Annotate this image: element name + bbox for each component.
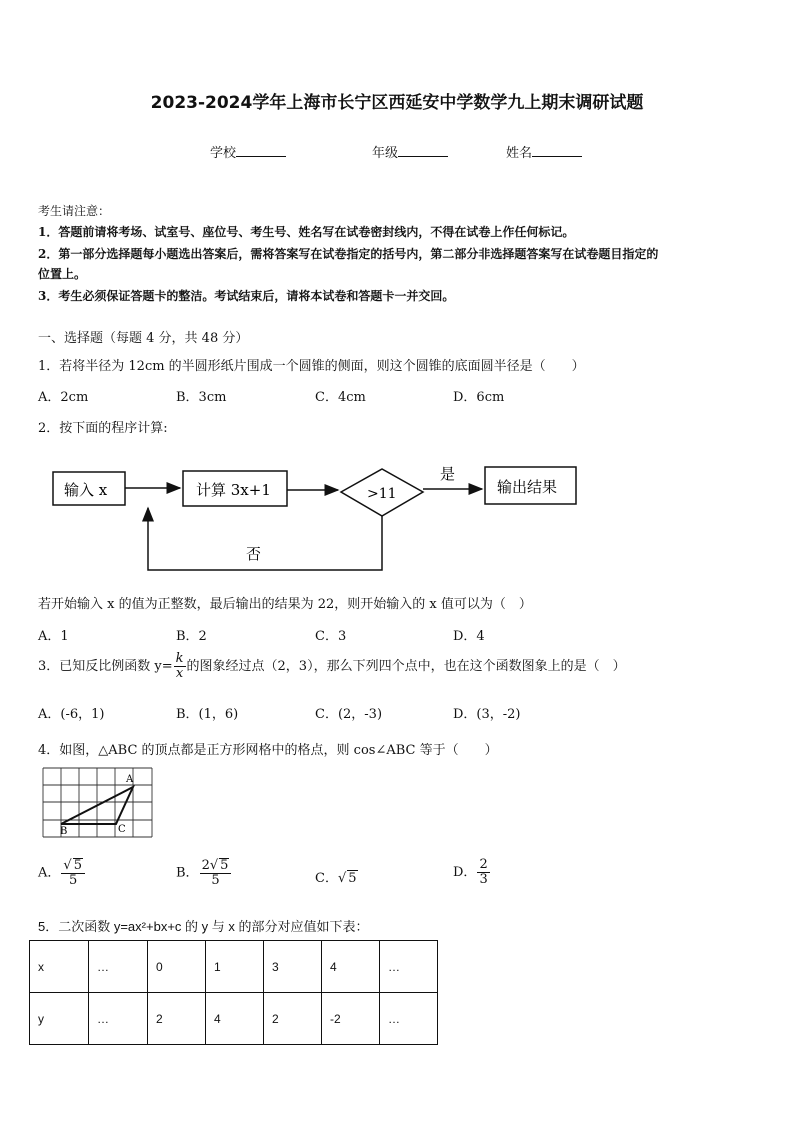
q4-option-d-den: 3: [479, 872, 488, 887]
grade-label: 年级: [372, 146, 399, 161]
table-cell: 4: [322, 941, 380, 993]
q5-value-table: [29, 940, 438, 1045]
notice-item: 2．第一部分选择题每小题选出答案后，需将答案写在试卷指定的括号内，第二部分非选择题答案写在试卷题目指定的: [38, 247, 659, 261]
flow-output-label: 输出结果: [497, 478, 558, 496]
notice-item: 1．答题前请将考场、试室号、座位号、考生号、姓名写在试卷密封线内，不得在试卷上作任何标记。: [38, 225, 575, 239]
q1-option-d[interactable]: D．6cm: [453, 390, 505, 405]
table-cell: -2: [322, 993, 380, 1045]
table-cell: 2: [148, 993, 206, 1045]
notice-heading: 考生请注意：: [38, 204, 111, 218]
q3-option-b[interactable]: B．(1，6): [176, 707, 239, 722]
table-cell: y: [30, 993, 89, 1045]
q3-stem-after: 的图象经过点（2，3），那么下列四个点中，也在这个函数图象上的是（ ）: [186, 659, 626, 674]
q4-option-d-prefix: D．: [453, 865, 477, 880]
q4-option-c-value: 5: [348, 871, 357, 886]
q1-option-b[interactable]: B．3cm: [176, 390, 227, 405]
q1-stem: 1．若将半径为 12cm 的半圆形纸片围成一个圆锥的侧面，则这个圆锥的底面圆半径是（ ）: [38, 359, 585, 374]
table-cell: 3: [264, 941, 322, 993]
table-row: [30, 941, 438, 993]
q3-stem: [38, 652, 626, 681]
flow-loop-arrow: [148, 508, 382, 570]
table-cell: 4: [206, 993, 264, 1045]
notice-item: 3．考生必须保证答题卡的整洁。考试结束后，请将本试卷和答题卡一并交回。: [38, 289, 455, 303]
q4-option-a-num: √ 5: [61, 858, 85, 874]
q4-label-c: C: [118, 824, 126, 835]
flow-condition-label: >11: [367, 486, 397, 502]
name-label: 姓名: [506, 146, 533, 161]
q4-option-a-den: 5: [69, 873, 78, 888]
q2-stem: 2．按下面的程序计算:: [38, 421, 168, 436]
table-cell: …: [89, 941, 148, 993]
flow-compute-label: 计算 3x+1: [196, 481, 271, 499]
q4-option-d-num: 2: [479, 857, 488, 872]
q1-option-c[interactable]: C．4cm: [315, 390, 366, 405]
q3-stem-before: 3．已知反比例函数 y=: [38, 659, 173, 674]
q4-option-c-prefix: C．: [315, 871, 338, 886]
q3-frac-num: k: [175, 651, 184, 666]
q2-option-b[interactable]: B．2: [176, 629, 207, 644]
table-cell: 1: [206, 941, 264, 993]
flow-yes-label: 是: [440, 465, 456, 483]
q4-grid-figure: [40, 766, 156, 840]
q4-option-b-num: 2√ 5: [200, 858, 232, 874]
grade-blank[interactable]: [398, 144, 448, 157]
page-title: 2023-2024学年上海市长宁区西延安中学数学九上期末调研试题: [150, 93, 644, 113]
q4-option-a-prefix: A．: [38, 865, 61, 881]
q4-option-d-fraction: [477, 858, 489, 887]
q1-option-a[interactable]: A．2cm: [38, 390, 89, 405]
q4-option-b-prefix: B．: [176, 865, 199, 881]
q4-option-d[interactable]: [453, 858, 491, 887]
school-blank[interactable]: [236, 144, 286, 157]
q4-option-b-den: 5: [211, 873, 220, 888]
table-row: [30, 993, 438, 1045]
q2-option-c[interactable]: C．3: [315, 629, 347, 644]
q2-option-a[interactable]: A．1: [38, 629, 69, 644]
name-field: [506, 142, 582, 161]
table-cell: …: [380, 941, 438, 993]
table-cell: x: [30, 941, 89, 993]
q4-option-a-fraction: [61, 858, 85, 888]
school-label: 学校: [210, 146, 237, 161]
name-blank[interactable]: [532, 144, 582, 157]
q3-option-c[interactable]: C．(2，-3): [315, 707, 383, 722]
school-field: [210, 142, 286, 161]
table-cell: …: [89, 993, 148, 1045]
table-cell: …: [380, 993, 438, 1045]
q2-option-d[interactable]: D．4: [453, 629, 485, 644]
table-cell: 0: [148, 941, 206, 993]
flow-input-label: 输入 x: [64, 481, 108, 499]
q4-stem: 4．如图，△ABC 的顶点都是正方形网格中的格点，则 cos∠ABC 等于（ ）: [38, 743, 498, 758]
section-heading: 一、选择题（每题 4 分，共 48 分）: [38, 331, 249, 346]
q4-option-b[interactable]: [176, 858, 232, 888]
flow-no-label: 否: [246, 545, 262, 563]
q4-label-a: A: [126, 774, 134, 785]
q3-frac-den: x: [175, 666, 184, 681]
q4-label-b: B: [60, 826, 68, 837]
table-cell: 2: [264, 993, 322, 1045]
q4-option-c[interactable]: C．√ 5: [315, 871, 357, 886]
q4-option-a[interactable]: [38, 858, 86, 888]
flowchart: [0, 455, 794, 575]
q4-option-b-fraction: [200, 858, 232, 888]
notice-item: 位置上。: [38, 267, 87, 281]
q2-question: 若开始输入 x 的值为正整数，最后输出的结果为 22，则开始输入的 x 值可以为（ ）: [38, 597, 532, 612]
q3-option-d[interactable]: D．(3，-2): [453, 707, 521, 722]
q3-option-a[interactable]: A．(-6，1): [38, 707, 105, 722]
q3-fraction: [174, 652, 186, 681]
grade-field: [372, 142, 448, 161]
q5-stem: 5．二次函数 y=ax²+bx+c 的 y 与 x 的部分对应值如下表：: [38, 919, 369, 934]
